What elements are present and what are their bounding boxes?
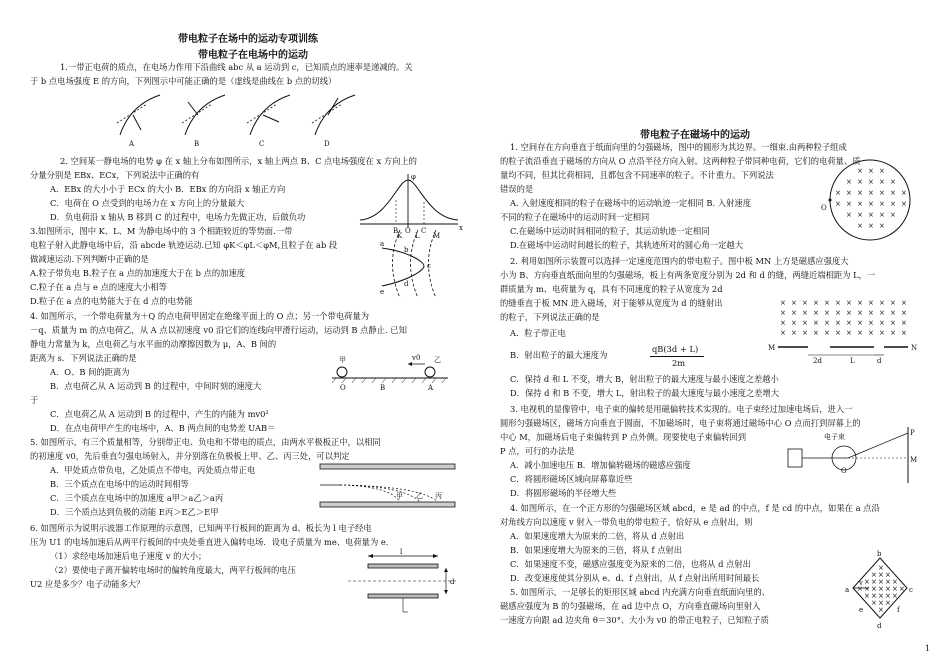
field-cross: ×: [791, 329, 797, 337]
field-cross: ×: [780, 299, 786, 307]
field-cross: ×: [890, 329, 896, 337]
q1-line-1: 1.一带正电荷的质点，在电场力作用下沿曲线 abc 从 a 运动到 c，已知质点的速率是递减的。关: [60, 62, 413, 72]
q2-option-c: C．电荷在 O 点受到的电场力在 x 方向上的分量最大: [50, 198, 245, 208]
field-cross: ×: [780, 329, 786, 337]
page-number: 1: [924, 644, 930, 653]
rq4-v-label: v: [859, 579, 863, 587]
field-cross: ×: [802, 319, 808, 327]
field-cross: ×: [857, 167, 863, 175]
field-cross: ×: [835, 329, 841, 337]
rq3-line-2: 圆形匀强磁场区，磁场方向垂直于圆面，不加磁场时，电子束将通过磁场中心 O 点而打到屏幕上的: [500, 418, 861, 428]
q5-line-2: 的初速度 v0，先后垂直匀强电场射入，并分别落在负极板上甲、乙、丙三处，可以判定: [30, 451, 350, 461]
field-cross: ×: [846, 200, 852, 208]
field-cross: ×: [879, 319, 885, 327]
q4-line-3: 静电力常量为 k，点电荷乙与水平面的动摩擦因数为 μ，A、B 间的: [30, 339, 277, 349]
field-cross: ×: [802, 299, 808, 307]
field-cross: ×: [878, 564, 884, 572]
field-cross: ×: [835, 319, 841, 327]
rq3-line-3: 中心 M，加磁场后电子束偏转到 P 点外侧。现要使电子束偏转回到: [500, 432, 747, 442]
field-cross: ×: [846, 178, 852, 186]
q3-line-3: 做减速运动.下列判断中正确的是: [30, 254, 149, 264]
q4-yi-label: 乙: [434, 356, 441, 364]
q4-line-1: 4. 如图所示，一个带电荷量为＋Q 的点电荷甲固定在绝缘平面上的 O 点；另一个带电荷量为: [30, 311, 370, 321]
q4-option-a: A．O、B 间的距离为: [50, 367, 130, 377]
q5-option-a: A．甲处质点带负电，乙处质点不带电，丙处质点带正电: [50, 465, 256, 475]
q4-o-label: O: [340, 384, 346, 392]
q2-phi-label: φ: [411, 173, 416, 181]
rq1-option-ab: A. 入射速度相同的粒子在磁场中的运动轨迹一定相同 B. 入射速度: [510, 198, 751, 208]
rq5-line-1: 5. 如图所示，一足够长的矩形区域 abcd 内充满方向垂直纸面向里的、: [510, 587, 771, 597]
rq2-formula-numerator: qB(3d + L): [652, 344, 699, 354]
q5-jia-label: 甲: [396, 492, 403, 500]
field-cross: ×: [857, 329, 863, 337]
field-cross: ×: [868, 222, 874, 230]
field-cross: ×: [890, 309, 896, 317]
field-cross: ×: [846, 211, 852, 219]
rq2-l-label: L: [850, 357, 855, 365]
field-cross: ×: [857, 309, 863, 317]
q1-option-b-diagram: [182, 95, 225, 148]
q1-figure: [115, 90, 375, 150]
field-cross: ×: [846, 329, 852, 337]
rq5-line-3: 一速度方向跟 ad 边夹角 θ＝30°、大小为 v0 的带正电粒子，已知粒子质: [500, 615, 769, 625]
q2-potential-graph: [358, 172, 468, 235]
rq4-a-label: a: [845, 586, 850, 594]
field-cross: ×: [835, 200, 841, 208]
q6-part-2-cont: U2 应是多少？电子动能多大？: [30, 579, 145, 589]
field-cross: ×: [857, 211, 863, 219]
rq4-option-d: D．改变速度使其分别从 e、d、f 点射出，从 f 点射出所用时间最长: [510, 573, 760, 583]
field-cross: ×: [878, 599, 884, 607]
q6-line-2: 压为 U1 的电场加速后从两平行板间的中央处垂直进入偏转电场．设电子质量为 me、电荷量为 e．: [30, 537, 395, 547]
q4-option-c: C．点电荷乙从 A 运动到 B 的过程中，产生的内能为 mv0²: [50, 409, 269, 419]
rq3-line-4: P 点，可行的办法是: [500, 446, 575, 456]
q4-option-d: D．在点电荷甲产生的电场中，A、B 两点间的电势差 UAB＝: [50, 423, 276, 433]
rq3-m-label: M: [910, 456, 918, 464]
field-cross: ×: [890, 211, 896, 219]
q2-o-label: O: [405, 227, 411, 235]
field-cross: ×: [890, 200, 896, 208]
field-cross: ×: [899, 585, 905, 593]
field-cross: ×: [901, 200, 907, 208]
field-cross: ×: [857, 222, 863, 230]
field-cross: ×: [780, 309, 786, 317]
field-cross: ×: [824, 319, 830, 327]
field-cross: ×: [879, 167, 885, 175]
rq3-o-label: O: [841, 467, 847, 475]
q2-option-d: D．负电荷沿 x 轴从 B 移到 C 的过程中，电场力先做正功，后做负功: [50, 212, 306, 222]
field-cross: ×: [879, 189, 885, 197]
document-title: 带电粒子在场中的运动专项训练: [178, 34, 318, 45]
field-cross: ×: [791, 309, 797, 317]
field-cross: ×: [846, 299, 852, 307]
q1-label-c: C: [259, 140, 265, 148]
field-cross: ×: [835, 309, 841, 317]
field-cross: ×: [879, 178, 885, 186]
field-cross: ×: [901, 189, 907, 197]
rq3-option-c: C．将圆形磁场区域向屏幕靠近些: [510, 474, 633, 484]
rq2-line-1: 2. 利用如图所示装置可以选择一定速度范围内的带电粒子。图中板 MN 上方是磁感应强度大: [510, 256, 849, 266]
rq4-option-b: B．如果速度增大为原来的三倍，将从 f 点射出: [510, 545, 683, 555]
field-cross: ×: [780, 319, 786, 327]
q4-option-b-cont: 于: [30, 395, 39, 405]
field-cross: ×: [791, 299, 797, 307]
q5-option-b: B．三个质点在电场中的运动时间相等: [50, 479, 189, 489]
field-cross: ×: [868, 167, 874, 175]
q3-option-ab: A.粒子带负电 B.粒子在 a 点的加速度大于在 b 点的加速度: [30, 268, 246, 278]
q6-d-label: d: [450, 578, 455, 586]
rq2-velocity-selector-figure: [768, 295, 918, 365]
field-cross: ×: [890, 189, 896, 197]
rq1-line-3: 量均不同，但其比荷相同，且都包含不同速率的粒子。不计重力。下列说法: [500, 170, 774, 180]
field-cross: ×: [813, 319, 819, 327]
q4-b-label: B: [380, 384, 386, 392]
rq3-p-label: P: [910, 429, 915, 437]
rq3-tube-figure: [788, 425, 918, 485]
field-cross: ×: [901, 309, 907, 317]
q5-option-c: C．三个质点在电场中的加速度 a甲＞a乙＞a丙: [50, 493, 224, 503]
field-cross: ×: [835, 299, 841, 307]
field-cross: ×: [824, 299, 830, 307]
field-cross: ×: [868, 309, 874, 317]
q3-a-label: a: [380, 240, 385, 248]
rq2-option-d: D．保持 d 和 B 不变，增大 L，射出粒子的最大速度与最小速度之差增大: [510, 388, 780, 398]
field-cross: ×: [802, 329, 808, 337]
rq4-e-label: e: [859, 606, 864, 614]
field-cross: ×: [871, 592, 877, 600]
q1-label-d: D: [324, 140, 330, 148]
field-cross: ×: [857, 189, 863, 197]
field-cross: ×: [846, 189, 852, 197]
field-cross: ×: [879, 211, 885, 219]
field-cross: ×: [878, 592, 884, 600]
rq2-line-4: 的缝垂直于板 MN 进入磁场，对于能够从宽度为 d 的缝射出: [500, 298, 723, 308]
rq4-d-label: d: [877, 622, 882, 630]
q3-option-c: C.粒子在 a 点与 e 点的速度大小相等: [30, 282, 167, 292]
rq4-option-a: A．如果速度增大为原来的二倍，将从 d 点射出: [510, 531, 685, 541]
q6-l-label: l: [400, 548, 403, 556]
q2-x-label: x: [459, 224, 463, 232]
rq3-line-1: 3. 电视机的显像管中，电子束的偏转是用磁偏转技术实现的。电子束经过加速电场后，进入一: [510, 404, 853, 414]
rq3-option-d: D．将圆形磁场的半径增大些: [510, 488, 617, 498]
field-cross: ×: [878, 571, 884, 579]
q5-line-1: 5. 如图所示，有三个质量相等，分别带正电、负电和不带电的质点，由两水平极板正中，以相同: [30, 437, 381, 447]
rq2-2d-label: 2d: [813, 357, 822, 365]
q6-line-1: 6. 如图所示为说明示波器工作原理的示意图，已知两平行板间的距离为 d、板长为 l 电子经电: [30, 523, 372, 533]
rq3-beam-label: 电子束: [824, 433, 845, 441]
field-cross: ×: [878, 578, 884, 586]
field-cross: ×: [878, 585, 884, 593]
rq4-b-label: b: [877, 550, 882, 558]
rq2-formula-bar: [650, 356, 704, 357]
rq4-c-label: c: [909, 586, 913, 594]
q1-option-c-diagram: [247, 95, 290, 148]
q4-v0-label: v0: [412, 354, 421, 362]
field-cross: ×: [885, 592, 891, 600]
rq4-line-2: 对角线方向以速度 v 射入一带负电的带电粒子，恰好从 e 点射出，则: [500, 517, 753, 527]
q3-line-2: 电粒子射入此静电场中后，沿 abcde 轨迹运动.已知 φK＜φL＜φM,且粒子在 ab 段: [30, 240, 338, 250]
section-title-electric: 带电粒子在电场中的运动: [198, 50, 308, 61]
rq2-formula-denominator: 2m: [672, 358, 686, 368]
field-cross: ×: [868, 178, 874, 186]
field-cross: ×: [885, 571, 891, 579]
q4-jia-label: 甲: [339, 356, 346, 364]
field-cross: ×: [868, 189, 874, 197]
rq2-line-5: 的粒子，下列说法正确的是: [500, 312, 600, 322]
field-cross: ×: [864, 585, 870, 593]
rq4-line-1: 4. 如图所示，在一个正方形的匀强磁场区域 abcd，e 是 ad 的中点，f 是 cd 的中点，如果在 a 点沿: [510, 503, 880, 513]
rq2-option-c: C．保持 d 和 L 不变，增大 B，射出粒子的最大速度与最小速度之差越小: [510, 374, 779, 384]
q1-label-a: A: [129, 140, 135, 148]
q3-option-d: D.粒子在 a 点的电势能大于在 d 点的电势能: [30, 296, 193, 306]
rq4-option-c: C．如果速度不变，磁感应强度变为原来的二倍，也将从 d 点射出: [510, 559, 751, 569]
q4-a-label: A: [428, 384, 434, 392]
rq3-option-ab: A．减小加速电压 B．增加偏转磁场的磁感应强度: [510, 460, 691, 470]
field-cross: ×: [901, 329, 907, 337]
field-cross: ×: [879, 329, 885, 337]
q3-m-label: M: [433, 232, 441, 240]
q3-equipotential-figure: [380, 228, 460, 303]
rq1-o-label: O: [821, 204, 827, 212]
field-cross: ×: [813, 299, 819, 307]
q2-line-2: 分量分别是 EBx、ECx，下列说法中正确的有: [30, 170, 200, 180]
q1-line-2: 于 b 点电场强度 E 的方向，下列图示中可能正确的是（虚线是曲线在 b 点的切线）: [30, 76, 337, 86]
field-cross: ×: [885, 599, 891, 607]
rq1-line-1: 1. 空间存在方向垂直于纸面向里的匀强磁场，图中的圆形为其边界。一细束.由两种粒子组成: [510, 142, 847, 152]
field-cross: ×: [871, 571, 877, 579]
field-cross: ×: [846, 319, 852, 327]
field-cross: ×: [901, 319, 907, 327]
q3-k-label: K: [397, 232, 403, 240]
q5-option-d: D．三个质点达到负极的动能 E丙＞E乙＞E甲: [50, 507, 219, 517]
q2-c-label: C: [421, 227, 427, 235]
q5-yi-label: 乙: [416, 492, 423, 500]
rq2-d-label: d: [877, 357, 882, 365]
rq1-circular-field-figure: [821, 155, 915, 245]
field-cross: ×: [892, 578, 898, 586]
q4-option-b: B．点电荷乙从 A 运动到 B 的过程中，中间时刻的速度大: [50, 381, 262, 391]
field-cross: ×: [857, 299, 863, 307]
rq1-option-d: D.在磁场中运动时间越长的粒子，其轨迹所对的圆心角一定越大: [510, 240, 744, 250]
field-cross: ×: [813, 329, 819, 337]
q1-option-d-diagram: [312, 95, 355, 148]
field-cross: ×: [864, 578, 870, 586]
field-cross: ×: [871, 578, 877, 586]
field-cross: ×: [871, 599, 877, 607]
rq4-square-field-figure: [845, 550, 915, 630]
rq5-line-2: 磁感应强度为 B 的匀强磁场，在 ad 边中点 O，方向垂直磁场向里射入: [500, 601, 761, 611]
rq2-option-b: B．射出粒子的最大速度为: [510, 350, 608, 360]
field-cross: ×: [901, 299, 907, 307]
field-cross: ×: [892, 592, 898, 600]
q6-part-1: （1）求经电场加速后电子速度 v 的大小；: [50, 551, 207, 561]
field-cross: ×: [879, 200, 885, 208]
q3-c-label: c: [427, 262, 431, 270]
field-cross: ×: [871, 585, 877, 593]
field-cross: ×: [835, 189, 841, 197]
q4-line-4: 距离为 s．下列说法正确的是: [30, 353, 137, 363]
rq1-option-c: C.在磁场中运动时间相同的粒子，其运动轨迹一定相同: [510, 226, 710, 236]
rq2-line-3: 群质量为 m、电荷量为 q，具有不同速度的粒子从宽度为 2d: [500, 284, 723, 294]
q3-b-label: b: [404, 246, 409, 254]
rq2-field-crosses: [780, 299, 907, 337]
q2-b-label: B: [393, 227, 399, 235]
q5-plates-figure: [320, 462, 460, 512]
field-cross: ×: [890, 299, 896, 307]
field-cross: ×: [885, 578, 891, 586]
q1-label-b: B: [194, 140, 200, 148]
field-cross: ×: [890, 178, 896, 186]
rq2-line-2: 小为 B、方向垂直纸面向里的匀强磁场，板上有两条宽度分别为 2d 和 d 的缝，两缝近端相距为 L，一: [500, 270, 876, 280]
field-cross: ×: [892, 585, 898, 593]
field-cross: ×: [868, 200, 874, 208]
field-cross: ×: [864, 592, 870, 600]
field-cross: ×: [879, 299, 885, 307]
q3-line-1: 3.如图所示，图中 K、L、M 为静电场中的 3 个相距较近的等势面.一带: [30, 226, 293, 236]
q6-oscilloscope-figure: [348, 550, 468, 620]
q4-line-2: －q、质量为 m 的点电荷乙，从 A 点以初速度 v0 沿它们的连线向甲滑行运动，运动到 B 点静止. 已知: [30, 325, 407, 335]
q2-option-ab: A．EBx 的大小小于 ECx 的大小 B．EBx 的方向沿 x 轴正方向: [50, 184, 286, 194]
field-cross: ×: [890, 319, 896, 327]
q5-bing-label: 丙: [435, 492, 442, 500]
field-cross: ×: [791, 319, 797, 327]
field-cross: ×: [857, 178, 863, 186]
field-cross: ×: [802, 309, 808, 317]
field-cross: ×: [868, 299, 874, 307]
q4-charge-figure: [330, 352, 450, 392]
field-cross: ×: [824, 329, 830, 337]
field-cross: ×: [868, 319, 874, 327]
field-cross: ×: [885, 585, 891, 593]
rq4-f-label: f: [897, 606, 900, 614]
section-title-magnetic: 带电粒子在磁场中的运动: [640, 130, 750, 141]
field-cross: ×: [879, 309, 885, 317]
field-cross: ×: [857, 319, 863, 327]
rq1-line-4: 错误的是: [500, 184, 534, 194]
field-cross: ×: [868, 211, 874, 219]
rq2-n-label: N: [911, 344, 918, 352]
rq2-m-label: M: [768, 344, 776, 352]
rq1-field-crosses: [835, 167, 907, 230]
q1-option-a-diagram: [117, 95, 160, 148]
field-cross: ×: [879, 222, 885, 230]
q3-l-label: L: [415, 232, 420, 240]
rq1-option-b-cont: 不同的粒子在磁场中的运动时间一定相同: [500, 212, 650, 222]
q2-line-1: 2. 空间某一静电场的电势 φ 在 x 轴上分布如图所示，x 轴上两点 B、C 点电场强度在 x 方向上的: [60, 156, 417, 166]
field-cross: ×: [868, 329, 874, 337]
field-cross: ×: [857, 585, 863, 593]
rq2-option-a: A．粒子带正电: [510, 328, 566, 338]
field-cross: ×: [857, 200, 863, 208]
q6-part-2: （2）要使电子离开偏转电场时的偏转角度最大，两平行板间的电压: [50, 565, 296, 575]
field-cross: ×: [813, 309, 819, 317]
q3-e-label: e: [380, 288, 385, 296]
field-cross: ×: [878, 606, 884, 614]
q3-d-label: d: [404, 280, 409, 288]
field-cross: ×: [824, 309, 830, 317]
rq1-line-2: 的粒子流沿垂直于磁场的方向从 O 点沿半径方向入射。这两种粒子带同种电荷，它们的电荷量、质: [500, 156, 861, 166]
field-cross: ×: [846, 309, 852, 317]
